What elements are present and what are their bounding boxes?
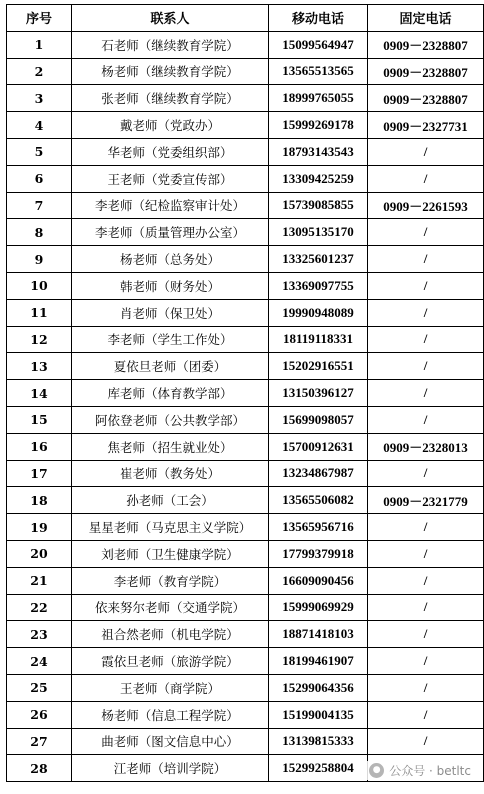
cell-mobile: 13565956716 [269,514,368,541]
cell-index: 17 [7,460,72,487]
table-row [7,594,484,621]
cell-contact: 祖合然老师（机电学院） [72,621,269,648]
cell-landline: / [368,621,484,648]
cell-contact: 石老师（继续教育学院） [72,31,269,58]
cell-contact: 夏依旦老师（团委） [72,353,269,380]
cell-landline: / [368,380,484,407]
table-row [7,246,484,273]
cell-index: 23 [7,621,72,648]
cell-mobile: 13309425259 [269,165,368,192]
cell-contact: 华老师（党委组织部） [72,138,269,165]
table-row [7,380,484,407]
table-row [7,165,484,192]
cell-index: 21 [7,567,72,594]
cell-mobile: 15739085855 [269,192,368,219]
table-row [7,219,484,246]
table-row [7,674,484,701]
cell-landline: / [368,219,484,246]
contacts-table [6,4,484,782]
cell-mobile: 13565513565 [269,58,368,85]
table-row [7,406,484,433]
cell-landline: 0909－2261593 [368,192,484,219]
cell-contact: 李老师（纪检监察审计处） [72,192,269,219]
cell-contact: 韩老师（财务处） [72,272,269,299]
cell-mobile: 15999069929 [269,594,368,621]
table-row [7,58,484,85]
cell-landline: 0909－2327731 [368,112,484,139]
cell-mobile: 16609090456 [269,567,368,594]
table-row [7,272,484,299]
header-index: 序号 [7,5,72,32]
cell-mobile: 15999269178 [269,112,368,139]
cell-landline: / [368,701,484,728]
cell-mobile: 13565506082 [269,487,368,514]
cell-index: 27 [7,728,72,755]
table-row [7,514,484,541]
cell-mobile: 15699098057 [269,406,368,433]
cell-landline: / [368,460,484,487]
header-mobile: 移动电话 [269,5,368,32]
watermark [366,761,474,780]
cell-landline: 0909－2328013 [368,433,484,460]
cell-mobile: 18793143543 [269,138,368,165]
cell-landline: / [368,246,484,273]
cell-landline: / [368,299,484,326]
cell-contact: 杨老师（信息工程学院） [72,701,269,728]
table-row [7,31,484,58]
table-row [7,138,484,165]
cell-landline: / [368,728,484,755]
cell-contact: 王老师（商学院） [72,674,269,701]
cell-contact: 孙老师（工会） [72,487,269,514]
cell-contact: 曲老师（图文信息中心） [72,728,269,755]
cell-mobile: 15299064356 [269,674,368,701]
cell-index: 12 [7,326,72,353]
table-row [7,487,484,514]
cell-index: 22 [7,594,72,621]
table-row [7,648,484,675]
cell-landline: / [368,138,484,165]
table-row [7,567,484,594]
wechat-icon: ● [369,763,384,778]
table-row [7,460,484,487]
cell-landline: / [368,674,484,701]
cell-index: 20 [7,540,72,567]
cell-landline: / [368,272,484,299]
cell-index: 9 [7,246,72,273]
cell-index: 4 [7,112,72,139]
cell-index: 10 [7,272,72,299]
cell-mobile: 13139815333 [269,728,368,755]
cell-landline: 0909－2328807 [368,85,484,112]
cell-mobile: 13150396127 [269,380,368,407]
cell-mobile: 19990948089 [269,299,368,326]
watermark-text: 公众号 · betltc [389,764,471,778]
cell-contact: 杨老师（继续教育学院） [72,58,269,85]
cell-mobile: 18871418103 [269,621,368,648]
cell-contact: 刘老师（卫生健康学院） [72,540,269,567]
cell-mobile: 18999765055 [269,85,368,112]
cell-contact: 肖老师（保卫处） [72,299,269,326]
table-row [7,326,484,353]
cell-contact: 李老师（质量管理办公室） [72,219,269,246]
cell-contact: 崔老师（教务处） [72,460,269,487]
cell-index: 26 [7,701,72,728]
cell-landline: / [368,514,484,541]
cell-mobile: 18199461907 [269,648,368,675]
cell-mobile: 15202916551 [269,353,368,380]
cell-mobile: 15299258804 [269,755,368,782]
cell-contact: 焦老师（招生就业处） [72,433,269,460]
cell-index: 14 [7,380,72,407]
cell-index: 1 [7,31,72,58]
cell-contact: 戴老师（党政办） [72,112,269,139]
table-row [7,112,484,139]
cell-index: 7 [7,192,72,219]
cell-index: 8 [7,219,72,246]
cell-contact: 库老师（体育教学部） [72,380,269,407]
header-contact: 联系人 [72,5,269,32]
cell-mobile: 18119118331 [269,326,368,353]
cell-contact: 王老师（党委宣传部） [72,165,269,192]
cell-index: 24 [7,648,72,675]
cell-mobile: 15199004135 [269,701,368,728]
cell-contact: 依来努尔老师（交通学院） [72,594,269,621]
table-row [7,621,484,648]
cell-index: 28 [7,755,72,782]
cell-index: 2 [7,58,72,85]
table-row [7,540,484,567]
table-row [7,353,484,380]
cell-index: 13 [7,353,72,380]
cell-mobile: 13095135170 [269,219,368,246]
cell-landline: / [368,326,484,353]
cell-contact: 张老师（继续教育学院） [72,85,269,112]
cell-landline: / [368,567,484,594]
cell-index: 15 [7,406,72,433]
cell-mobile: 13369097755 [269,272,368,299]
cell-contact: 杨老师（总务处） [72,246,269,273]
cell-mobile: 13325601237 [269,246,368,273]
cell-landline: 0909－2328807 [368,31,484,58]
cell-mobile: 17799379918 [269,540,368,567]
cell-contact: 阿依登老师（公共教学部） [72,406,269,433]
table-row [7,701,484,728]
cell-landline: / [368,540,484,567]
header-row [7,5,484,32]
cell-index: 5 [7,138,72,165]
cell-index: 19 [7,514,72,541]
cell-contact: 江老师（培训学院） [72,755,269,782]
cell-landline: / [368,353,484,380]
cell-landline: / [368,594,484,621]
cell-landline: 0909－2321779 [368,487,484,514]
cell-index: 3 [7,85,72,112]
cell-landline: / [368,406,484,433]
cell-index: 25 [7,674,72,701]
cell-contact: 李老师（教育学院） [72,567,269,594]
cell-index: 6 [7,165,72,192]
cell-landline: / [368,165,484,192]
cell-index: 11 [7,299,72,326]
table-row [7,299,484,326]
cell-mobile: 13234867987 [269,460,368,487]
cell-index: 16 [7,433,72,460]
cell-contact: 霞依旦老师（旅游学院） [72,648,269,675]
table-row [7,192,484,219]
cell-landline: 0909－2328807 [368,58,484,85]
table-row [7,85,484,112]
cell-index: 18 [7,487,72,514]
cell-mobile: 15700912631 [269,433,368,460]
header-landline: 固定电话 [368,5,484,32]
cell-mobile: 15099564947 [269,31,368,58]
cell-contact: 星星老师（马克思主义学院） [72,514,269,541]
table-row [7,728,484,755]
cell-landline: / [368,648,484,675]
cell-contact: 李老师（学生工作处） [72,326,269,353]
table-row [7,433,484,460]
